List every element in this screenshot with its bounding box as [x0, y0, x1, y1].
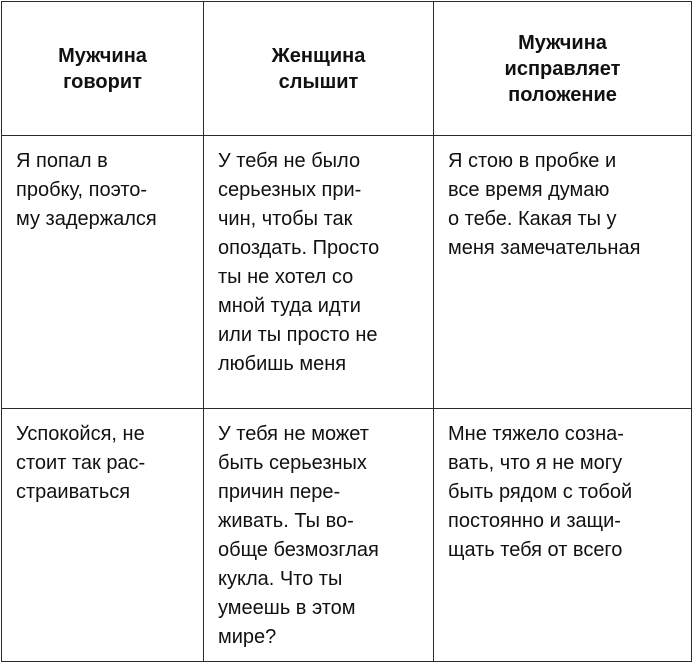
header-line: говорит: [63, 70, 142, 93]
cell-line: щать тебя от всего: [448, 539, 623, 561]
cell-line: Я попал в: [16, 150, 108, 172]
cell-line: стоит так рас-: [16, 452, 146, 474]
header-line: исправляет: [504, 57, 621, 80]
cell-line: серьезных при-: [218, 179, 362, 201]
cell-line: мной туда идти: [218, 295, 361, 317]
header-woman-hears: [204, 2, 434, 136]
cell-man-fixes: [434, 136, 692, 409]
cell-line: Я стою в пробке и: [448, 150, 617, 172]
cell-man-says: [2, 136, 204, 409]
cell-line: мире?: [218, 626, 277, 648]
header-line: положение: [508, 83, 617, 106]
table-header-row: [2, 2, 692, 136]
cell-line: умеешь в этом: [218, 597, 356, 619]
cell-line: Мне тяжело созна-: [448, 423, 624, 445]
cell-line: У тебя не было: [218, 150, 361, 172]
table-row: [2, 409, 692, 662]
header-man-fixes: [434, 2, 692, 136]
cell-line: о тебе. Какая ты у: [448, 208, 617, 230]
cell-woman-hears: [204, 136, 434, 409]
cell-line: У тебя не может: [218, 423, 369, 445]
cell-line: живать. Ты во-: [218, 510, 354, 532]
comparison-table: [1, 1, 692, 662]
header-line: Мужчина: [58, 44, 147, 67]
cell-line: му задержался: [16, 208, 157, 230]
cell-line: пробку, поэто-: [16, 179, 148, 201]
cell-woman-hears: [204, 409, 434, 662]
cell-line: обще безмозглая: [218, 539, 379, 561]
cell-line: вать, что я не могу: [448, 452, 623, 474]
cell-line: меня замечательная: [448, 237, 641, 259]
cell-line: или ты просто не: [218, 324, 378, 346]
cell-line: страиваться: [16, 481, 131, 503]
cell-line: кукла. Что ты: [218, 568, 343, 590]
cell-line: все время думаю: [448, 179, 610, 201]
cell-line: ты не хотел со: [218, 266, 354, 288]
header-line: слышит: [278, 70, 359, 93]
cell-line: чин, чтобы так: [218, 208, 353, 230]
cell-line: причин пере-: [218, 481, 341, 503]
table-row: [2, 136, 692, 409]
cell-man-fixes: [434, 409, 692, 662]
cell-line: Успокойся, не: [16, 423, 145, 445]
header-line: Женщина: [271, 44, 366, 67]
cell-line: любишь меня: [218, 353, 347, 375]
cell-line: постоянно и защи-: [448, 510, 621, 532]
header-man-says: [2, 2, 204, 136]
header-line: Мужчина: [518, 31, 607, 54]
cell-line: быть серьезных: [218, 452, 367, 474]
cell-line: быть рядом с тобой: [448, 481, 633, 503]
cell-line: опоздать. Просто: [218, 237, 380, 259]
cell-man-says: [2, 409, 204, 662]
